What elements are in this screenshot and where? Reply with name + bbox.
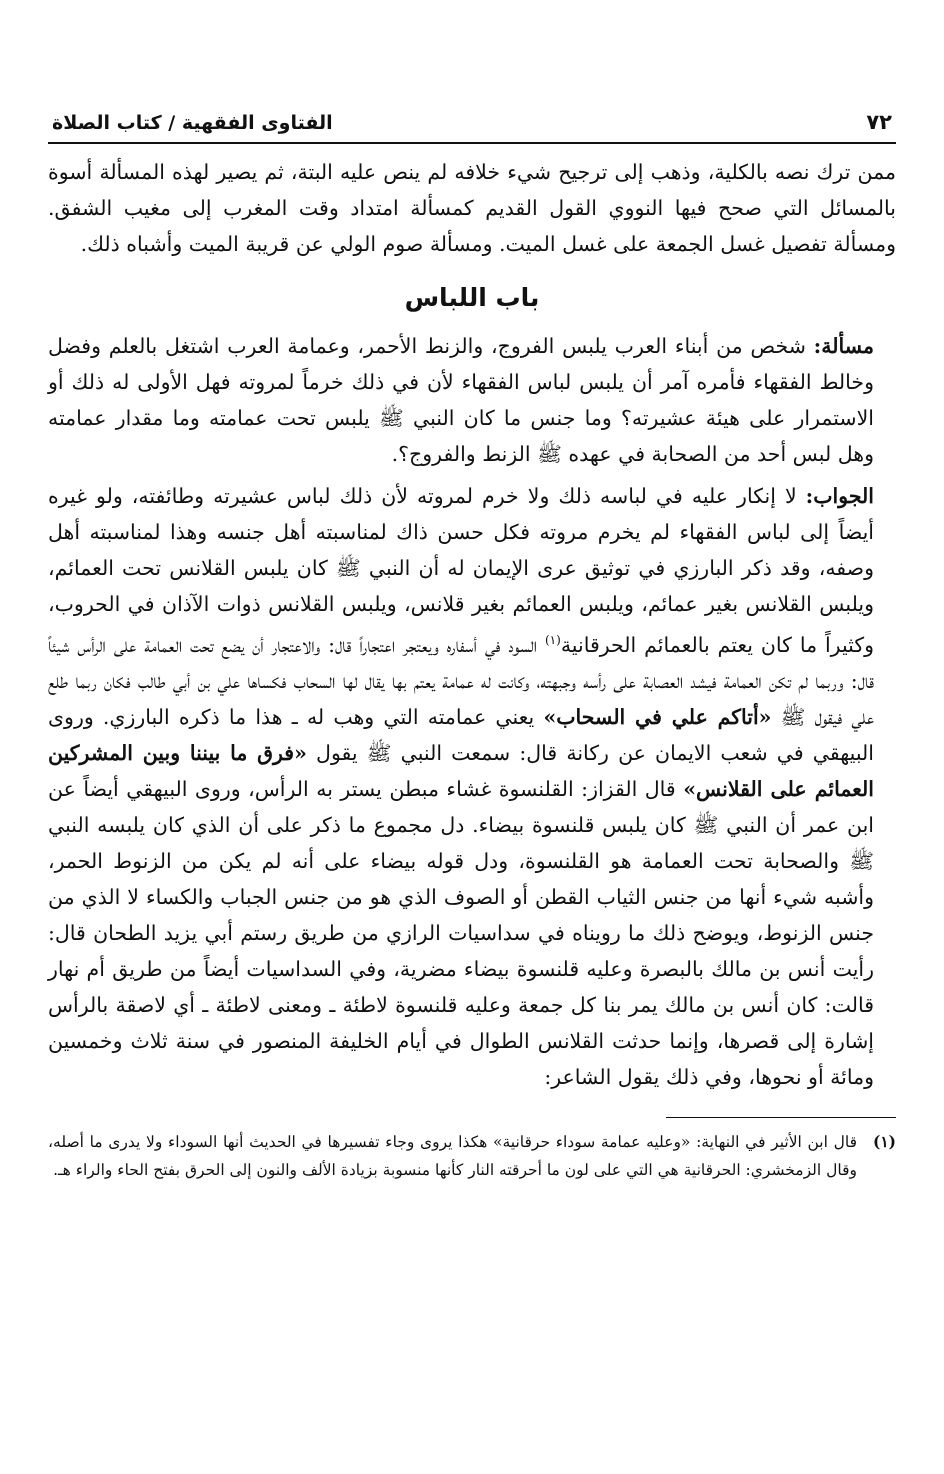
answer-text-2: السود في أسفاره ويعتجر اعتجاراً قال: والاعتجار أن يضع تحت العمامة على الرأس شيئاً قال: وربما لم تكن العمامة فيشد العصابة على رأسه وجبهته، وكانت له عمامة يعتم بها يقال لها السحاب فكساها علي بن أبي طالب فكان ربما طلع علي فيقول ﷺ: [48, 632, 874, 729]
header-title: الفتاوى الفقهية / كتاب الصلاة: [52, 112, 333, 134]
footnote: [48, 1128, 896, 1184]
footnote-reference[interactable]: (١): [544, 633, 561, 647]
running-header: [48, 110, 896, 144]
answer-text-3: يعني عمامته التي وهب له ـ هذا ما ذكره البارزي. وروى البيهقي في شعب الايمان عن ركانة قال: سمعت النبي ﷺ يقول: [48, 704, 874, 765]
intro-paragraph: ممن ترك نصه بالكلية، وذهب إلى ترجيح شيء خلافه لم ينص عليه البتة، ثم يصير لهذه المسألة أسوة بالمسائل التي صحح فيها النووي القول القديم كمسألة امتداد وقت المغرب إلى مغيب الشفق. ومسألة تفصيل غسل الجمعة على غسل الميت. ومسألة صوم الولي عن قريبة الميت وأشباه ذلك.: [48, 160, 896, 256]
book-page: [48, 110, 896, 1184]
answer-text-4: قال القزاز: القلنسوة غشاء مبطن يستر به الرأس، وروى البيهقي أيضاً عن ابن عمر أن النبي ﷺ كان يلبس قلنسوة بيضاء. دل مجموع ما ذكر على أن الذي كان يلبسه النبي ﷺ والصحابة تحت العمامة هو القلنسوة، ودل قوله بيضاء على أنه لم يكن من الزنوط الحمر، وأشبه شيء أنها من جنس الثياب القطن أو الصوف الذي هو من جنس الجباب والكساء لا الذي من جنس الزنوط، ويوضح ذلك ما رويناه في سداسيات الرازي من طريق رستم أبي يزيد الطحان قال: رأيت أنس بن مالك بالبصرة وعليه قلنسوة بيضاء مضرية، وفي السداسيات أيضاً من طريق أم نهار قالت: كان أنس بن مالك يمر بنا كل جمعة وعليه قلنسوة لاطئة ـ ومعنى لاطئة ـ أي لاصقة بالرأس إشارة إلى قصرها، وإنما حدثت القلانس الطوال في أيام الخليفة المنصور في سنة ثلاث وخمسين ومائة أو نحوها، وفي ذلك يقول الشاعر:: [48, 776, 874, 1089]
body-text: [48, 154, 896, 1095]
question-text: شخص من أبناء العرب يلبس الفروج، والزنط الأحمر، وعمامة العرب اشتغل بالعلم وفضل وخالط الفقهاء فأمره آمر أن يلبس لباس الفقهاء لأن في ذلك خرماً لمروته فهل الأولى له ذلك أو الاستمرار على هيئة عشيرته؟ وما جنس ما كان النبي ﷺ يلبس تحت عمامته وما مقدار عمامته وهل لبس أحد من الصحابة في عهده ﷺ الزنط والفروج؟.: [48, 334, 874, 466]
answer-text-1: لا إنكار عليه في لباسه ذلك ولا خرم لمروته لأن ذلك لباس عشيرته وطائفته، ولو غيره أيضاً إلى لباس الفقهاء لم يخرم مروته فكل حسن ذاك لمناسبته أهل جنسه وهذا لمناسبته أهل وصفه، وقد ذكر البارزي في توثيق عرى الإيمان له أن النبي ﷺ كان يلبس القلانس تحت العمائم، ويلبس القلانس بغير عمائم، ويلبس العمائم بغير قلانس، ويلبس القلانس ذوات الآذان في الحروب، وكثيراً ما كان يعتم بالعمائم الحرقانية: [48, 484, 874, 657]
hadith-quote-2: «فرق ما بيننا وبين المشركين العمائم على القلانس»: [48, 740, 874, 801]
hadith-quote-1: «أتاكم علي في السحاب»: [543, 704, 772, 729]
page-number: ٧٢: [866, 110, 892, 134]
footnote-text: قال ابن الأثير في النهاية: «وعليه عمامة سوداء حرقانية» هكذا يروى وجاء تفسيرها في الحديث أنها السوداء ولا يدرى ما أصله، وقال الزمخشري: الحرقانية هي التي على لون ما أحرقته النار كأنها منسوبة بزيادة الألف والنون إلى الحرق بفتح الحاء والراء هـ.: [48, 1132, 857, 1179]
answer-paragraph: [48, 478, 896, 1095]
footnote-divider: [666, 1117, 896, 1118]
question-paragraph: [48, 328, 896, 472]
footnote-number: (١): [872, 1131, 896, 1151]
section-title: باب اللباس: [404, 283, 540, 312]
question-label: مسألة:: [813, 334, 874, 358]
answer-label: الجواب:: [805, 484, 874, 508]
